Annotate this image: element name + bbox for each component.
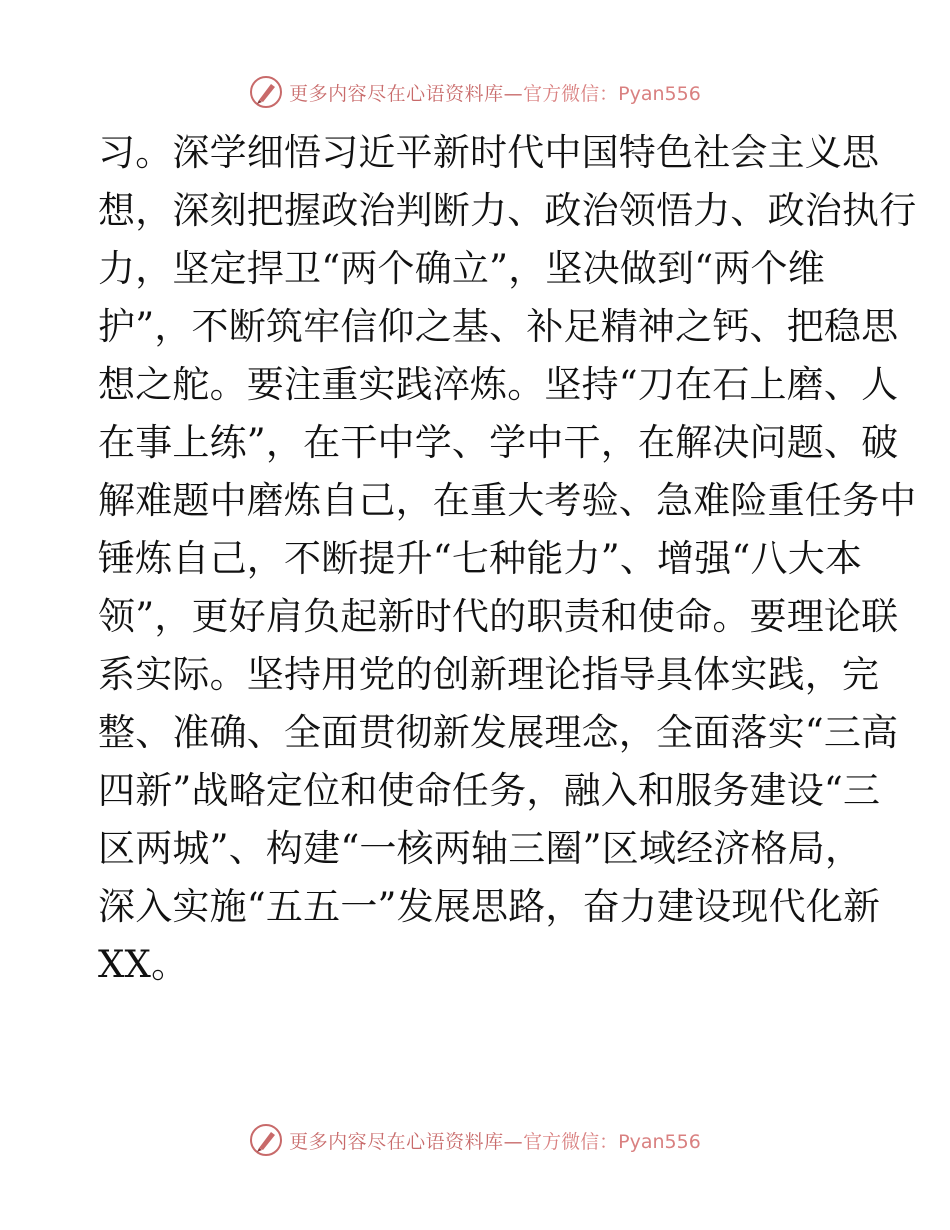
text-line: 力，坚定捍卫“两个确立”，坚决做到“两个维 bbox=[98, 247, 825, 290]
watermark-text: 更多内容尽在心语资料库— bbox=[289, 1130, 524, 1153]
watermark-text: 更多内容尽在心语资料库— bbox=[289, 82, 524, 105]
text-line: 想之舵。要注重实践淬炼。坚持“刀在石上磨、人 bbox=[98, 363, 899, 406]
footer-watermark bbox=[0, 1120, 950, 1160]
text-line: 整、准确、全面贯彻新发展理念，全面落实“三高 bbox=[98, 711, 899, 754]
text-line: XX。 bbox=[98, 943, 189, 986]
text-line: 解难题中磨炼自己，在重大考验、急难险重任务中 bbox=[98, 479, 917, 522]
text-line: 在事上练”，在干中学、学中干，在解决问题、破 bbox=[98, 421, 899, 464]
watermark-wechat: 官方微信：Pyan556 bbox=[523, 1130, 701, 1153]
text-line: 领”，更好肩负起新时代的职责和使命。要理论联 bbox=[98, 595, 899, 638]
text-line: 系实际。坚持用党的创新理论指导具体实践，完 bbox=[98, 653, 880, 696]
watermark-wechat: 官方微信：Pyan556 bbox=[523, 82, 701, 105]
text-line: 想，深刻把握政治判断力、政治领悟力、政治执行 bbox=[98, 189, 917, 232]
text-line: 护”，不断筑牢信仰之基、补足精神之钙、把稳思 bbox=[98, 305, 899, 348]
document-body bbox=[98, 124, 917, 994]
header-watermark bbox=[0, 72, 950, 112]
pen-logo-icon bbox=[249, 1123, 283, 1157]
pen-logo-icon bbox=[249, 75, 283, 109]
text-line: 习。深学细悟习近平新时代中国特色社会主义思 bbox=[98, 131, 880, 174]
text-line: 区两城”、构建“一核两轴三圈”区域经济格局， bbox=[98, 827, 863, 870]
text-line: 深入实施“五五一”发展思路，奋力建设现代化新 bbox=[98, 885, 881, 928]
text-line: 锤炼自己，不断提升“七种能力”、增强“八大本 bbox=[98, 537, 863, 580]
text-line: 四新”战略定位和使命任务，融入和服务建设“三 bbox=[98, 769, 881, 812]
